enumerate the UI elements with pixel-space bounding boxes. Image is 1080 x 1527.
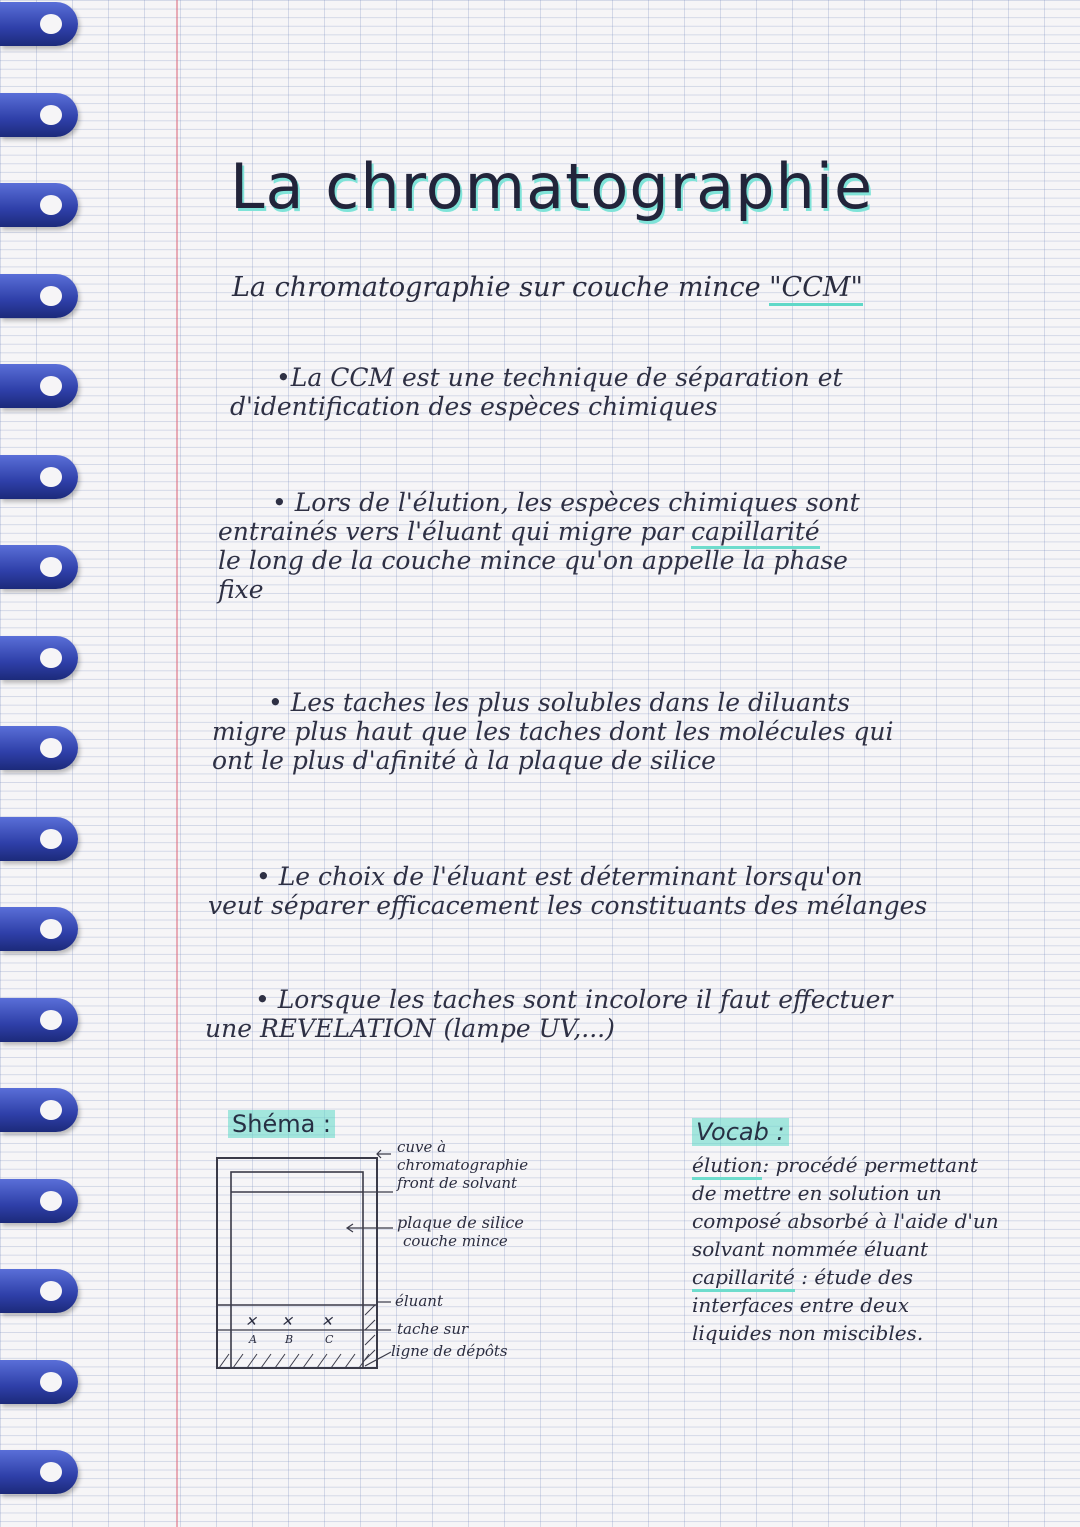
tank-bottom-hatching bbox=[219, 1354, 369, 1368]
spot-b-marker: ✕ bbox=[281, 1314, 293, 1330]
spiral-ring bbox=[0, 364, 78, 408]
paragraph-2 bbox=[218, 488, 1038, 604]
vocab-text: solvant nommée éluant bbox=[692, 1237, 929, 1261]
vocab-text: de mettre en solution un bbox=[692, 1181, 942, 1205]
p2-line1: • Lors de l'élution, les espèces chimiques sont bbox=[272, 488, 860, 517]
spiral-ring bbox=[0, 455, 78, 499]
vocab-label-wrap bbox=[692, 1118, 1052, 1147]
spiral-ring bbox=[0, 93, 78, 137]
annotation-tache: tache sur bbox=[397, 1320, 469, 1338]
p3-line3: ont le plus d'afinité à la plaque de silice bbox=[212, 746, 716, 775]
subtitle-text: La chromatographie sur couche mince bbox=[232, 272, 770, 303]
chromatography-diagram bbox=[205, 1140, 605, 1380]
vocab-label: Vocab : bbox=[692, 1118, 789, 1146]
spiral-ring bbox=[0, 907, 78, 951]
vocab-line bbox=[692, 1179, 1052, 1207]
p2-line4: fixe bbox=[218, 575, 264, 604]
p3-line1: • Les taches les plus solubles dans le diluants bbox=[268, 688, 850, 717]
annotation-eluant: éluant bbox=[395, 1292, 443, 1310]
annotation-plaque: plaque de silice bbox=[397, 1213, 524, 1232]
tank-side-hatching bbox=[365, 1305, 375, 1360]
vocab-term-elution: élution bbox=[692, 1153, 762, 1180]
subtitle bbox=[232, 272, 1032, 303]
spiral-ring bbox=[0, 274, 78, 318]
p5-line1: • Lorsque les taches sont incolore il faut effectuer bbox=[255, 985, 893, 1014]
spiral-ring bbox=[0, 2, 78, 46]
spiral-ring bbox=[0, 636, 78, 680]
annotation-arrows bbox=[347, 1150, 393, 1366]
vocab-text: interfaces entre deux bbox=[692, 1293, 910, 1317]
p4-line2: veut séparer efficacement les constituants des mélanges bbox=[208, 891, 928, 920]
p1-line1: •La CCM est une technique de séparation et bbox=[276, 363, 843, 392]
spiral-ring bbox=[0, 726, 78, 770]
annotation-cuve: cuve à bbox=[397, 1140, 447, 1156]
p2-line2: entrainés vers l'éluant qui migre par bbox=[218, 517, 692, 546]
p5-line2: une REVELATION (lampe UV,...) bbox=[205, 1014, 615, 1043]
paragraph-3 bbox=[212, 688, 1042, 775]
vocab-line bbox=[692, 1291, 1052, 1319]
spiral-ring bbox=[0, 1088, 78, 1132]
tank-outline bbox=[217, 1158, 377, 1368]
p4-line1: • Le choix de l'éluant est déterminant lorsqu'on bbox=[256, 862, 863, 891]
paragraph-5 bbox=[205, 985, 1045, 1043]
vocab-text: composé absorbé à l'aide d'un bbox=[692, 1209, 999, 1233]
vocab-text: : étude des bbox=[794, 1265, 913, 1289]
spot-b-label: B bbox=[285, 1333, 294, 1346]
annotation-couche: couche mince bbox=[403, 1232, 508, 1250]
vocab-text: liquides non miscibles. bbox=[692, 1321, 924, 1345]
paragraph-4 bbox=[208, 862, 1048, 920]
spiral-ring bbox=[0, 1179, 78, 1223]
vocab-line bbox=[692, 1207, 1052, 1235]
vocab-line bbox=[692, 1151, 1052, 1179]
spiral-ring bbox=[0, 817, 78, 861]
schema-label: Shéma : bbox=[228, 1110, 335, 1138]
vocab-line bbox=[692, 1319, 1052, 1347]
spot-a-marker: ✕ bbox=[245, 1314, 257, 1330]
p2-line3: le long de la couche mince qu'on appelle la phase bbox=[218, 546, 848, 575]
vocab-section bbox=[692, 1118, 1052, 1347]
spot-a-label: A bbox=[249, 1333, 257, 1346]
spiral-ring bbox=[0, 998, 78, 1042]
vocab-line bbox=[692, 1263, 1052, 1291]
p1-line2: d'identification des espèces chimiques bbox=[230, 392, 718, 421]
spiral-ring bbox=[0, 1269, 78, 1313]
vocab-term-capillarite: capillarité bbox=[692, 1265, 795, 1292]
p2-line2-wrap bbox=[218, 517, 1038, 546]
vocab-line bbox=[692, 1235, 1052, 1263]
schema-label-wrap bbox=[228, 1110, 335, 1138]
spiral-ring bbox=[0, 545, 78, 589]
spiral-ring bbox=[0, 1450, 78, 1494]
annotation-ligne: ligne de dépôts bbox=[391, 1342, 508, 1360]
page-title: La chromatographie bbox=[230, 150, 874, 223]
margin-line bbox=[176, 0, 178, 1527]
spot-c-label: C bbox=[325, 1333, 334, 1346]
vocab-text: : procédé permettant bbox=[762, 1153, 978, 1177]
p3-line2: migre plus haut que les taches dont les molécules qui bbox=[212, 717, 894, 746]
spiral-binding bbox=[0, 0, 90, 1527]
spiral-ring bbox=[0, 183, 78, 227]
spiral-ring bbox=[0, 1360, 78, 1404]
subtitle-ccm: "CCM" bbox=[769, 272, 863, 306]
annotation-cuve-2: chromatographie bbox=[397, 1156, 529, 1174]
annotation-front: front de solvant bbox=[397, 1174, 518, 1192]
p2-capillarite: capillarité bbox=[691, 517, 820, 549]
paragraph-1 bbox=[230, 363, 1030, 421]
spot-c-marker: ✕ bbox=[321, 1314, 333, 1330]
